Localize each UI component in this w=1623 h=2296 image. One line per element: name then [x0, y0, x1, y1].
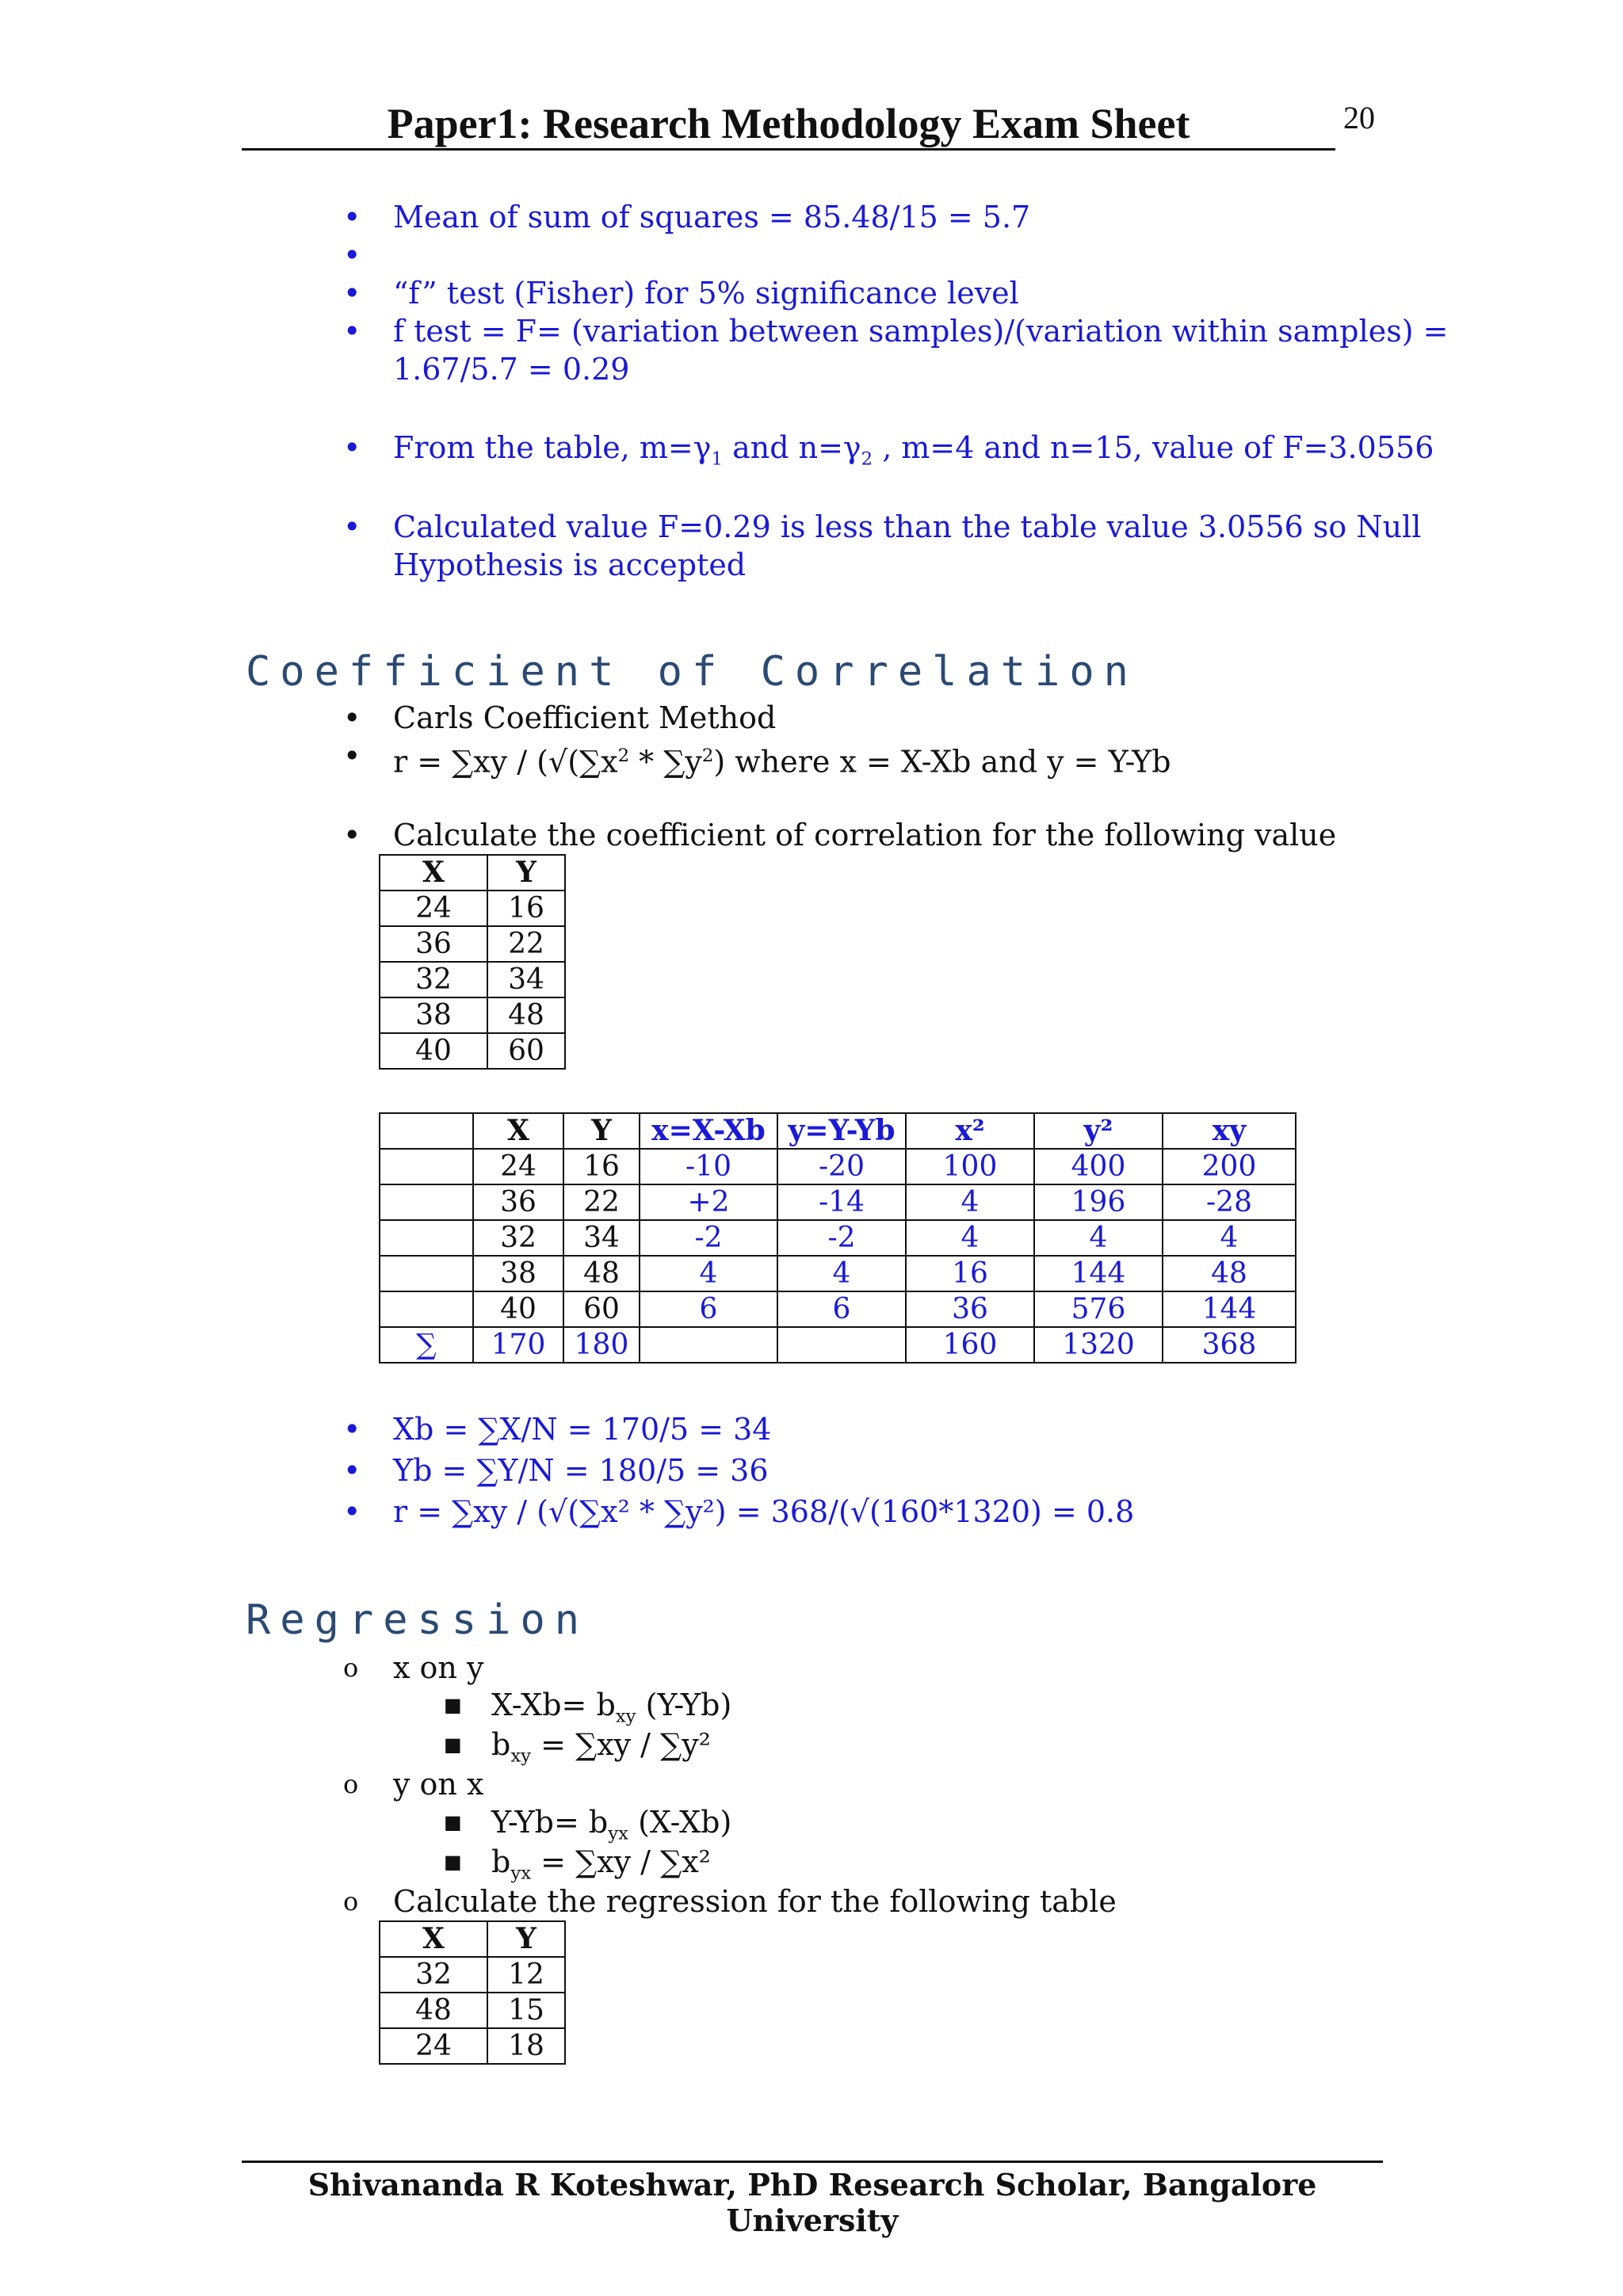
table-header: X	[473, 1113, 563, 1149]
result-line: Yb = ∑Y/N = 180/5 = 36	[393, 1453, 769, 1488]
bullet-circle: o	[343, 1769, 359, 1799]
correlation-calc-table	[379, 1112, 1296, 1363]
table-row: 24 16 -10 -20 100 400 200	[380, 1149, 1296, 1184]
list-item-continued: 1.67/5.7 = 0.29	[393, 352, 630, 387]
bullet-square: ■	[444, 1733, 462, 1756]
bullet: •	[343, 818, 361, 852]
table-row: 40 60 6 6 36 576 144	[380, 1291, 1296, 1327]
table-header: y²	[1034, 1113, 1163, 1149]
bullet: •	[343, 1494, 361, 1529]
bullet: •	[343, 314, 361, 349]
table-row: 24 16	[380, 891, 565, 926]
table-header: X	[380, 1921, 487, 1957]
table-row-sum: ∑ 170 180 160 1320 368	[380, 1327, 1296, 1363]
table-row: 40 60	[380, 1033, 565, 1069]
table-header: Y	[563, 1113, 640, 1149]
list-item: f test = F= (variation between samples)/(variation within samples) =	[393, 314, 1449, 349]
header-divider	[242, 148, 1335, 151]
result-line: r = ∑xy / (√(∑x² * ∑y²) = 368/(√(160*1320) = 0.8	[393, 1494, 1135, 1529]
page-number: 20	[1343, 100, 1375, 135]
bullet-square: ■	[444, 1811, 462, 1833]
bullet-circle: o	[343, 1653, 359, 1683]
correlation-formula: $r = \sum xy / (√(\sum x^2 * \sum y^2)$ where x = X-Xb and y = Y-Yb	[393, 744, 1171, 780]
table-row: 38 48	[380, 997, 565, 1033]
list-item: “f” test (Fisher) for 5% significance level	[393, 276, 1019, 311]
footer-divider	[242, 2161, 1383, 2163]
list-item: x on y	[393, 1650, 484, 1685]
bullet: •	[343, 700, 361, 735]
regression-input-table	[379, 1920, 566, 2065]
table-row: 32 12	[380, 1957, 565, 1993]
regression-equation: $b_{xy} = \sum xy / \sum y^2$	[491, 1727, 711, 1767]
table-row: 48 15	[380, 1993, 565, 2028]
table-header: X	[380, 855, 487, 891]
bullet: •	[343, 509, 361, 544]
bullet-square: ■	[444, 1851, 462, 1873]
page-footer: Shivananda R Koteshwar, PhD Research Scholar, Bangalore University	[307, 2167, 1317, 2238]
bullet: •	[343, 1453, 361, 1488]
table-header	[380, 1113, 473, 1149]
bullet: •	[343, 200, 361, 235]
bullet: •	[343, 276, 361, 311]
table-row: 32 34 -2 -2 4 4 4	[380, 1220, 1296, 1256]
table-header: xy	[1163, 1113, 1296, 1149]
bullet: •	[343, 430, 361, 465]
table-row: 38 48 4 4 16 144 48	[380, 1256, 1296, 1291]
table-row: 36 22 +2 -14 4 196 -28	[380, 1184, 1296, 1220]
section-title-regression: Regression	[246, 1596, 590, 1644]
regression-equation: $Y-Yb= b_{yx}$ (X-Xb)	[491, 1805, 732, 1844]
list-item: Calculate the coefficient of correlation for the following value	[393, 818, 1337, 852]
list-item: Mean of sum of squares = 85.48/15 = 5.7	[393, 200, 1031, 235]
list-item: Calculated value F=0.29 is less than the table value 3.0556 so Null	[393, 509, 1422, 544]
result-line: Xb = ∑X/N = 170/5 = 34	[393, 1412, 772, 1447]
table-row: 32 34	[380, 962, 565, 997]
list-item: From the table, $m=\gamma_1$ and $n=\gamma_2$ , m=4 and n=15, value of F=3.0556	[393, 430, 1434, 470]
table-row: 24 18	[380, 2028, 565, 2064]
table-header: Y	[487, 1921, 565, 1957]
bullet: •	[343, 738, 361, 773]
list-item: Calculate the regression for the following table	[393, 1884, 1117, 1919]
bullet: •	[343, 1412, 361, 1447]
table-header: x=X-Xb	[640, 1113, 777, 1149]
bullet-circle: o	[343, 1886, 359, 1917]
bullet: •	[343, 238, 361, 273]
list-item: Carls Coefficient Method	[393, 700, 777, 735]
table-header: x²	[906, 1113, 1034, 1149]
table-header: y=Y-Yb	[777, 1113, 906, 1149]
page-header-title: Paper1: Research Methodology Exam Sheet	[387, 100, 1190, 147]
list-item: y on x	[393, 1767, 484, 1802]
list-item-continued: Hypothesis is accepted	[393, 547, 747, 582]
table-header: Y	[487, 855, 565, 891]
bullet-square: ■	[444, 1694, 462, 1716]
section-title-correlation: Coefficient of Correlation	[246, 648, 1138, 696]
regression-equation: $b_{yx} = \sum xy / \sum x^2$	[491, 1844, 711, 1884]
regression-equation: $X-Xb= b_{xy}$ (Y-Yb)	[491, 1688, 732, 1727]
correlation-input-table	[379, 854, 566, 1070]
table-row: 36 22	[380, 926, 565, 962]
